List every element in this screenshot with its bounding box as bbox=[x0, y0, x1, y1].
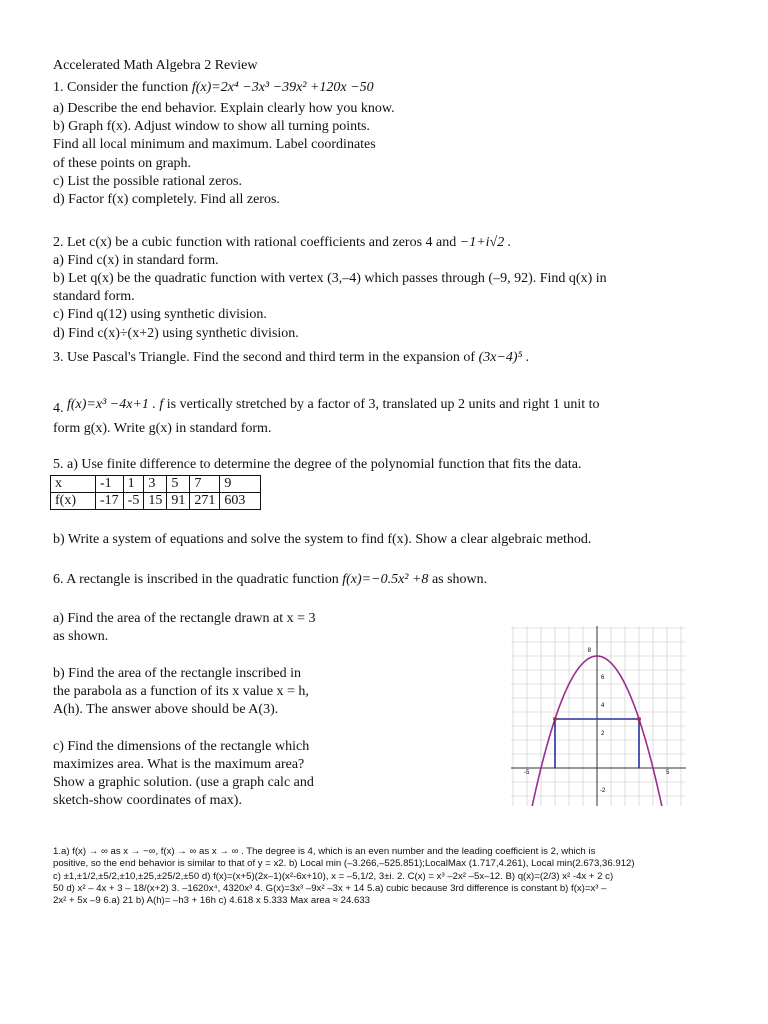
table-cell: 9 bbox=[220, 476, 261, 493]
q3-text: 3. Use Pascal's Triangle. Find the second and third term in the expansion of bbox=[53, 350, 476, 365]
q1-intro-line bbox=[53, 79, 374, 96]
table-header-fx: f(x) bbox=[51, 493, 96, 510]
q3-expression: (3x−4)⁵ . bbox=[478, 350, 530, 365]
table-cell: 5 bbox=[167, 476, 190, 493]
q2-complex-zero: −1+i√2 . bbox=[459, 235, 512, 250]
table-cell: -1 bbox=[96, 476, 124, 493]
table-cell: -17 bbox=[96, 493, 124, 510]
table-row-fx bbox=[51, 493, 261, 510]
q2-part-b-2: standard form. bbox=[53, 289, 135, 304]
table-row-x bbox=[51, 476, 261, 493]
q4-line-1 bbox=[53, 396, 600, 416]
rectangle-corner-point bbox=[637, 717, 641, 721]
q1-part-b-3: of these points on graph. bbox=[53, 156, 192, 171]
tick-label-ym2: -2 bbox=[600, 788, 606, 794]
q1-part-d: d) Factor f(x) completely. Find all zeros. bbox=[53, 192, 280, 207]
table-cell: 603 bbox=[220, 493, 261, 510]
table-cell: 7 bbox=[190, 476, 220, 493]
tick-label-xm5: -5 bbox=[524, 770, 530, 776]
q6-part-b-2: the parabola as a function of its x value x = h, bbox=[53, 684, 309, 699]
q2-part-d: d) Find c(x)÷(x+2) using synthetic division. bbox=[53, 326, 299, 341]
q1-part-a: a) Describe the end behavior. Explain clearly how you know. bbox=[53, 101, 395, 116]
q4-number: 4. bbox=[53, 401, 64, 416]
q6-intro-line bbox=[53, 571, 487, 588]
q1-function: f(x)=2x⁴ −3x³ −39x² +120x −50 bbox=[191, 80, 374, 95]
q5-part-b: b) Write a system of equations and solve the system to find f(x). Show a clear algebraic method. bbox=[53, 532, 592, 547]
tick-label-y6: 6 bbox=[601, 675, 605, 681]
tick-label-y2: 2 bbox=[601, 731, 605, 737]
q6-part-b-1: b) Find the area of the rectangle inscribed in bbox=[53, 666, 302, 681]
table-cell: 15 bbox=[144, 493, 167, 510]
q6-intro: 6. A rectangle is inscribed in the quadratic function bbox=[53, 572, 339, 587]
answer-line-5: 2x² + 5x –9 6.a) 21 b) A(h)= –h3 + 16h c) 4.618 x 5.333 Max area ≈ 24.633 bbox=[53, 895, 370, 907]
tick-label-y4: 4 bbox=[601, 703, 605, 709]
q6-function: f(x)=−0.5x² +8 bbox=[342, 572, 429, 587]
answer-line-1: 1.a) f(x) → ∞ as x → −∞, f(x) → ∞ as x → ∞ . The degree is 4, which is an even number and the leading coefficient is 2, which is bbox=[53, 846, 596, 857]
q6-part-c-4: sketch-show coordinates of max). bbox=[53, 793, 242, 808]
tick-label-y8: 8 bbox=[587, 648, 591, 654]
q1-part-c: c) List the possible rational zeros. bbox=[53, 174, 242, 189]
q1-part-b-1: b) Graph f(x). Adjust window to show all turning points. bbox=[53, 119, 370, 134]
q6-part-c-2: maximizes area. What is the maximum area? bbox=[53, 757, 305, 772]
parabola-graph bbox=[511, 626, 686, 806]
q6-part-a-1: a) Find the area of the rectangle drawn at x = 3 bbox=[53, 611, 316, 626]
q1-part-b-2: Find all local minimum and maximum. Label coordinates bbox=[53, 137, 376, 152]
answer-key bbox=[53, 846, 733, 907]
q2-part-b-1: b) Let q(x) be the quadratic function with vertex (3,–4) which passes through (–9, 92). Find q(x) in bbox=[53, 271, 607, 286]
q3-line bbox=[53, 349, 529, 366]
tick-label-x5: 5 bbox=[666, 770, 670, 776]
table-header-x: x bbox=[51, 476, 96, 493]
q4-f: f bbox=[159, 397, 164, 412]
table-cell: 91 bbox=[167, 493, 190, 510]
q1-intro: 1. Consider the function bbox=[53, 80, 189, 95]
answer-line-3: c) ±1,±1/2,±5/2,±10,±25,±25/2,±50 d) f(x)=(x+5)(2x–1)(x²-6x+10), x = –5,1/2, 3±i. 2. C(x) = x³ –2x² –5x–12. B) q(x)=(2/3) x² -4x + 2 c) bbox=[53, 870, 614, 882]
q4-function: f(x)=x³ −4x+1 . bbox=[67, 397, 156, 412]
answer-line-2: positive, so the end behavior is similar to that of y = x2. b) Local min (–3.266,–525.851);LocalMax (1.717,4.261), Local min(2.673,36.912) bbox=[53, 858, 635, 870]
q2-part-c: c) Find q(12) using synthetic division. bbox=[53, 307, 267, 322]
q2-part-a: a) Find c(x) in standard form. bbox=[53, 253, 219, 268]
q6-part-a-2: as shown. bbox=[53, 629, 109, 644]
worksheet-title: Accelerated Math Algebra 2 Review bbox=[53, 58, 258, 73]
q2-intro: 2. Let c(x) be a cubic function with rational coefficients and zeros 4 and bbox=[53, 235, 457, 250]
q4-line-2: form g(x). Write g(x) in standard form. bbox=[53, 421, 272, 436]
table-cell: 1 bbox=[123, 476, 144, 493]
finite-difference-table bbox=[50, 475, 261, 510]
rectangle-corner-point bbox=[553, 717, 557, 721]
q6-as-shown: as shown. bbox=[428, 572, 488, 587]
q4-text-1: is vertically stretched by a factor of 3, translated up 2 units and right 1 unit to bbox=[163, 397, 600, 412]
table-cell: 3 bbox=[144, 476, 167, 493]
q2-intro-line bbox=[53, 234, 511, 251]
table-cell: 271 bbox=[190, 493, 220, 510]
answer-line-4: 50 d) x² – 4x + 3 – 18/(x+2) 3. –1620x⁴, 4320x³ 4. G(x)=3x³ –9x² –3x + 14 5.a) cubic because 3rd difference is constant b) f(x)=x³ – bbox=[53, 882, 607, 894]
graph-grid bbox=[511, 626, 686, 806]
q5-part-a: 5. a) Use finite difference to determine the degree of the polynomial function that fits the data. bbox=[53, 457, 582, 472]
table-cell: -5 bbox=[123, 493, 144, 510]
q6-part-b-3: A(h). The answer above should be A(3). bbox=[53, 702, 279, 717]
q6-part-c-1: c) Find the dimensions of the rectangle which bbox=[53, 739, 310, 754]
q6-part-c-3: Show a graphic solution. (use a graph calc and bbox=[53, 775, 314, 790]
